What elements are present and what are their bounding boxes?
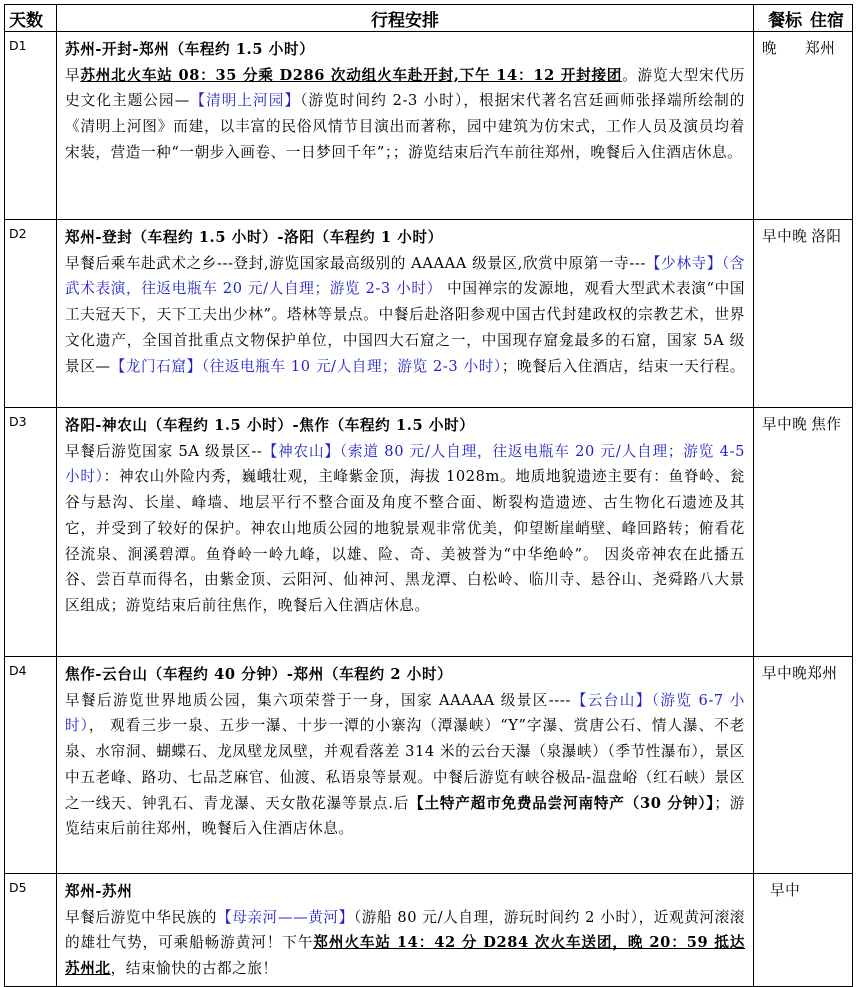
attraction-highlight: 【神农山】（索道 80 元/人自理，往返电瓶车 20 元/人自理；游览 4-5 小时） bbox=[65, 442, 745, 486]
meal-label: 晚 bbox=[762, 40, 778, 57]
meal-label: 早中 bbox=[770, 882, 801, 899]
day-title: 郑州-登封（车程约 1.5 小时）-洛阳（车程约 1 小时） bbox=[65, 229, 443, 246]
day-label: D2 bbox=[5, 220, 57, 408]
meal-stay bbox=[754, 32, 853, 220]
day-row-d4 bbox=[5, 657, 853, 874]
plan-text: （游览时间约 2-3 小时），根据宋代著名宫廷画师张择端所绘制的《清明上河图》而建，以丰富的民俗风情节目演出而著称，园中建筑为仿宋式，工作人员及演员均着宋装，营造一种“一朝步入画卷、一日梦回千年”；；游览结束后汽车前往郑州，晚餐后入住酒店休息。 bbox=[65, 92, 745, 161]
header-plan: 行程安排 bbox=[57, 5, 754, 32]
day-row-d1 bbox=[5, 32, 853, 220]
day-title: 苏州-开封-郑州（车程约 1.5 小时） bbox=[65, 41, 315, 58]
day-plan bbox=[57, 32, 754, 220]
meal-stay bbox=[754, 874, 853, 987]
day-title: 焦作-云台山（车程约 40 分钟）-郑州（车程约 2 小时） bbox=[65, 666, 453, 683]
plan-text: 早餐后乘车赴武术之乡---登封,游览国家最高级别的 AAAAA 级景区,欣赏中原第一寺--- bbox=[65, 254, 646, 272]
plan-text: 。游览大型宋代历史文化主题公园— bbox=[65, 66, 745, 110]
meal-label: 早中晚 bbox=[762, 665, 808, 682]
meal-stay bbox=[754, 657, 853, 874]
day-label: D4 bbox=[5, 657, 57, 874]
attraction-highlight: 【龙门石窟】（往返电瓶车 10 元/人自理；游览 2-3 小时） bbox=[110, 357, 502, 375]
day-label: D1 bbox=[5, 32, 57, 220]
shopping-stop: 【土特产超市免费品尝河南特产（30 分钟）】 bbox=[409, 794, 715, 812]
meal-stay bbox=[754, 408, 853, 657]
day-row-d3 bbox=[5, 408, 853, 657]
day-plan bbox=[57, 408, 754, 657]
plan-text: 早餐后游览世界地质公园，集六项荣誉于一身，国家 AAAAA 级景区---- bbox=[65, 691, 571, 709]
header-meal-stay bbox=[754, 5, 853, 32]
meal-label: 早中晚 bbox=[762, 228, 808, 245]
plan-text: 早 bbox=[65, 66, 81, 84]
plan-text: （游船 80 元/人自理，游玩时间约 2 小时），近观黄河滚滚的雄壮气势，可乘船畅游黄河！下午 bbox=[65, 908, 745, 952]
attraction-highlight: 【少林寺】（含武术表演，往返电瓶车 20 元/人自理；游览 2-3 小时） bbox=[65, 254, 745, 298]
plan-text: 早餐后游览国家 5A 级景区-- bbox=[65, 442, 263, 460]
plan-text: ，结束愉快的古都之旅！ bbox=[110, 960, 278, 978]
day-label: D3 bbox=[5, 408, 57, 657]
plan-text: 早餐后游览中华民族的 bbox=[65, 908, 218, 926]
day-title: 郑州-苏州 bbox=[65, 883, 133, 900]
plan-text: 中国禅宗的发源地，观看大型武术表演“中国工夫冠天下，天下工夫出少林”。塔林等景点。中餐后赴洛阳参观中国古代封建政权的宗教艺术，世界文化遗产，全国首批重点文物保护单位，中国四大石窟之一，中国现存窟龛最多的石窟，国家 5A 级景区— bbox=[65, 280, 746, 375]
stay-city: 郑州 bbox=[807, 665, 838, 682]
train-info: 郑州火车站 14：42 分 D284 次火车送团，晚 20：59 抵达苏州北 bbox=[65, 934, 746, 978]
day-label: D5 bbox=[5, 874, 57, 987]
day-row-d2 bbox=[5, 220, 853, 408]
train-info: 苏州北火车站 08：35 分乘 D286 次动组火车赴开封,下午 14：12 开封接团 bbox=[80, 66, 623, 84]
plan-text: ；晚餐后入住酒店，结束一天行程。 bbox=[501, 357, 745, 375]
meal-stay bbox=[754, 220, 853, 408]
table-header-row bbox=[5, 5, 853, 32]
day-plan bbox=[57, 657, 754, 874]
plan-text: ：神农山外险内秀，巍峨壮观，主峰紫金顶，海拔 1028m。地质地貌遗迹主要有：鱼脊岭、瓮谷与悬沟、长崖、峰墙、地层平行不整合面及角度不整合面、断裂构造遗迹、古生物化石遗迹及其它，并受到了较好的保护。神农山地质公园的地貌景观非常优美，仰望断崖峭壁、峰回路转；俯看花径流泉、涧溪碧潭。鱼脊岭一岭九峰，以雄、险、奇、美被誉为“中华绝岭”。 因炎帝神农在此播五谷、尝百草而得名，由紫金顶、云阳河、仙神河、黑龙潭、白松岭、临川寺、悬谷山、尧舜路八大景区组成；游览结束后前往焦作，晚餐后入住酒店休息。 bbox=[65, 468, 745, 614]
attraction-highlight: 【清明上河园】 bbox=[189, 92, 301, 110]
day-plan bbox=[57, 874, 754, 987]
attraction-highlight: 【云台山】（游览 6-7 小时） bbox=[65, 691, 745, 735]
plan-text: ， 观看三步一泉、五步一瀑、十步一潭的小寨沟（潭瀑峡）“Y”字瀑、赏唐公石、情人瀑、不老泉、水帘洞、蝴蝶石、龙凤壁龙凤壁，并观看落差 314 米的云台天瀑（泉瀑峡）（季节性瀑布），景区中五老峰、路功、七品芝麻官、仙渡、私语泉等景观。中餐后游览有峡谷极品-温盘峪（红石峡）景区之一线天、钟乳石、青龙瀑、天女散花瀑等景点.后 bbox=[65, 717, 745, 812]
day-row-d5 bbox=[5, 874, 853, 987]
day-title: 洛阳-神农山（车程约 1.5 小时）-焦作（车程约 1.5 小时） bbox=[65, 417, 475, 434]
stay-city: 郑州 bbox=[805, 40, 836, 57]
day-plan bbox=[57, 220, 754, 408]
meal-label: 早中晚 bbox=[762, 416, 808, 433]
stay-city: 洛阳 bbox=[811, 228, 842, 245]
itinerary-table bbox=[4, 4, 853, 987]
attraction-highlight: 【母亲河——黄河】 bbox=[217, 908, 354, 926]
header-meal: 餐标 bbox=[768, 10, 803, 31]
plan-text: ；游览结束后前往郑州，晚餐后入住酒店休息。 bbox=[65, 794, 745, 838]
stay-city: 焦作 bbox=[811, 416, 842, 433]
header-stay: 住宿 bbox=[810, 10, 844, 31]
header-day: 天数 bbox=[5, 5, 57, 32]
